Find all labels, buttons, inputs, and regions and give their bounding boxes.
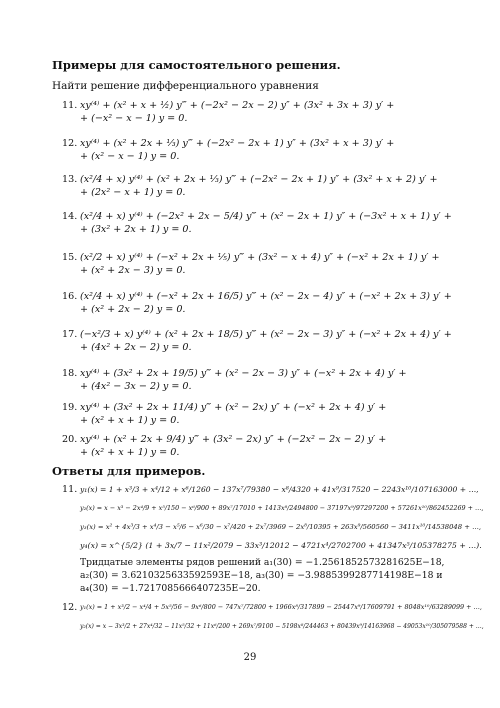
- solution-y3: y₃(x) = x² + 4x³/3 + x⁴/3 − x⁵/6 − x⁶/30 − x⁷/420 + 2x⁷/3969 − 2x⁸/10395 + 263x⁹/560560 − 3411x¹⁰/14538048 + …,: [80, 523, 482, 531]
- problem-number: 16.: [62, 291, 78, 302]
- equation-line-1: (−x²/3 + x) y⁽⁴⁾ + (x² + 2x + 18/5) y‴ + (x² − 2x − 3) y″ + (−x² + 2x + 4) y′ +: [80, 329, 452, 340]
- equation-line-1: xy⁽⁴⁾ + (x² + 2x + ⅓) y‴ + (−2x² − 2x + 1) y″ + (3x² + x + 3) y′ +: [80, 138, 395, 149]
- solution-y1: y₁(x) = 1 + x³/3 + x⁴/12 + x⁶/1260 − 137x⁷/79380 − x⁸/4320 + 41x⁹/317520 − 2243x¹⁰/107163000 + …,: [80, 485, 479, 494]
- solution-y2: y₂(x) = x − x³ − 2x⁴/9 + x⁵/150 − x⁶/900 + 89x⁷/17010 + 1413x⁸/2494800 − 37197x⁹/97297200 + 57261x¹⁰/862452269 + …,: [80, 504, 484, 512]
- intro-text: Найти решение дифференциального уравнения: [52, 80, 319, 92]
- answer-number: 12.: [62, 602, 78, 613]
- problem-number: 14.: [62, 211, 78, 222]
- equation-line-1: (x²/4 + x) y⁽⁴⁾ + (x² + 2x + ⅓) y‴ + (−2x² − 2x + 1) y″ + (3x² + x + 2) y′ +: [80, 174, 438, 185]
- equation-line-2: + (x² + 2x − 2) y = 0.: [80, 304, 186, 315]
- problem-number: 12.: [62, 138, 78, 149]
- solution-y1: y₁(x) = 1 + x³/2 − x⁴/4 + 5x⁵/56 − 9x⁶/800 − 747x⁷/72800 + 1966x⁸/317899 − 25447x⁹/17609791 + 8048x¹⁰/63289099 + …,: [80, 603, 482, 611]
- equation-line-1: (x²/2 + x) y⁽⁴⁾ + (−x² + 2x + ⅕) y‴ + (3x² − x + 4) y″ + (−x² + 2x + 1) y′ +: [80, 252, 440, 263]
- equation-line-2: + (x² − x − 1) y = 0.: [80, 151, 180, 162]
- equation-line-1: xy⁽⁴⁾ + (x² + 2x + 9/4) y‴ + (3x² − 2x) y″ + (−2x² − 2x − 2) y′ +: [80, 434, 387, 445]
- problem-number: 13.: [62, 174, 78, 185]
- solution-y2: y₂(x) = x − 3x³/2 + 27x⁴/32 − 11x⁵/32 + 11x⁶/200 + 269x⁷/9100 − 5198x⁸/244463 + 80439x⁹/14163968 − 49053x¹⁰/305079588 + …,: [80, 623, 484, 630]
- equation-line-2: + (x² + 2x − 3) y = 0.: [80, 265, 186, 276]
- answer-note-line-2: a₂(30) = 3.6210325633592593E−18, a₃(30) = −3.9885399287714198E−18 и: [80, 570, 443, 581]
- answers-heading: Ответы для примеров.: [52, 464, 206, 478]
- equation-line-2: + (x² + x + 1) y = 0.: [80, 415, 180, 426]
- equation-line-1: (x²/4 + x) y⁽⁴⁾ + (−2x² + 2x − 5/4) y‴ + (x² − 2x + 1) y″ + (−3x² + x + 1) y′ +: [80, 211, 452, 222]
- equation-line-1: xy⁽⁴⁾ + (3x² + 2x + 11/4) y‴ + (x² − 2x) y″ + (−x² + 2x + 4) y′ +: [80, 402, 387, 413]
- problem-number: 19.: [62, 402, 78, 413]
- answer-number: 11.: [62, 484, 78, 495]
- problem-number: 15.: [62, 252, 78, 263]
- section-heading: Примеры для самостоятельного решения.: [52, 58, 341, 72]
- equation-line-1: (x²/4 + x) y⁽⁴⁾ + (−x² + 2x + 16/5) y‴ + (x² − 2x − 4) y″ + (−x² + 2x + 3) y′ +: [80, 291, 452, 302]
- answer-note-line-1: Тридцатые элементы рядов решений a₁(30) = −1.2561852573281625E−18,: [80, 557, 445, 568]
- equation-line-1: xy⁽⁴⁾ + (x² + x + ½) y‴ + (−2x² − 2x − 2) y″ + (3x² + 3x + 3) y′ +: [80, 100, 395, 111]
- equation-line-2: + (2x² − x + 1) y = 0.: [80, 187, 186, 198]
- equation-line-1: xy⁽⁴⁾ + (3x² + 2x + 19/5) y‴ + (x² − 2x − 3) y″ + (−x² + 2x + 4) y′ +: [80, 368, 407, 379]
- problem-number: 18.: [62, 368, 78, 379]
- solution-y4: y₄(x) = x^{5/2} (1 + 3x/7 − 11x²/2079 − 33x³/12012 − 4721x⁴/2702700 + 41347x⁵/105378275 + …).: [80, 541, 482, 550]
- problem-number: 17.: [62, 329, 78, 340]
- answer-note-line-3: a₄(30) = −1.7217085666407235E−20.: [80, 583, 261, 594]
- equation-line-2: + (4x² + 2x − 2) y = 0.: [80, 342, 192, 353]
- problem-number: 20.: [62, 434, 78, 445]
- page-number: 29: [243, 652, 257, 663]
- equation-line-2: + (−x² − x − 1) y = 0.: [80, 113, 188, 124]
- problem-number: 11.: [62, 100, 78, 111]
- equation-line-2: + (x² + x + 1) y = 0.: [80, 447, 180, 458]
- equation-line-2: + (3x² + 2x + 1) y = 0.: [80, 224, 192, 235]
- equation-line-2: + (4x² − 3x − 2) y = 0.: [80, 381, 192, 392]
